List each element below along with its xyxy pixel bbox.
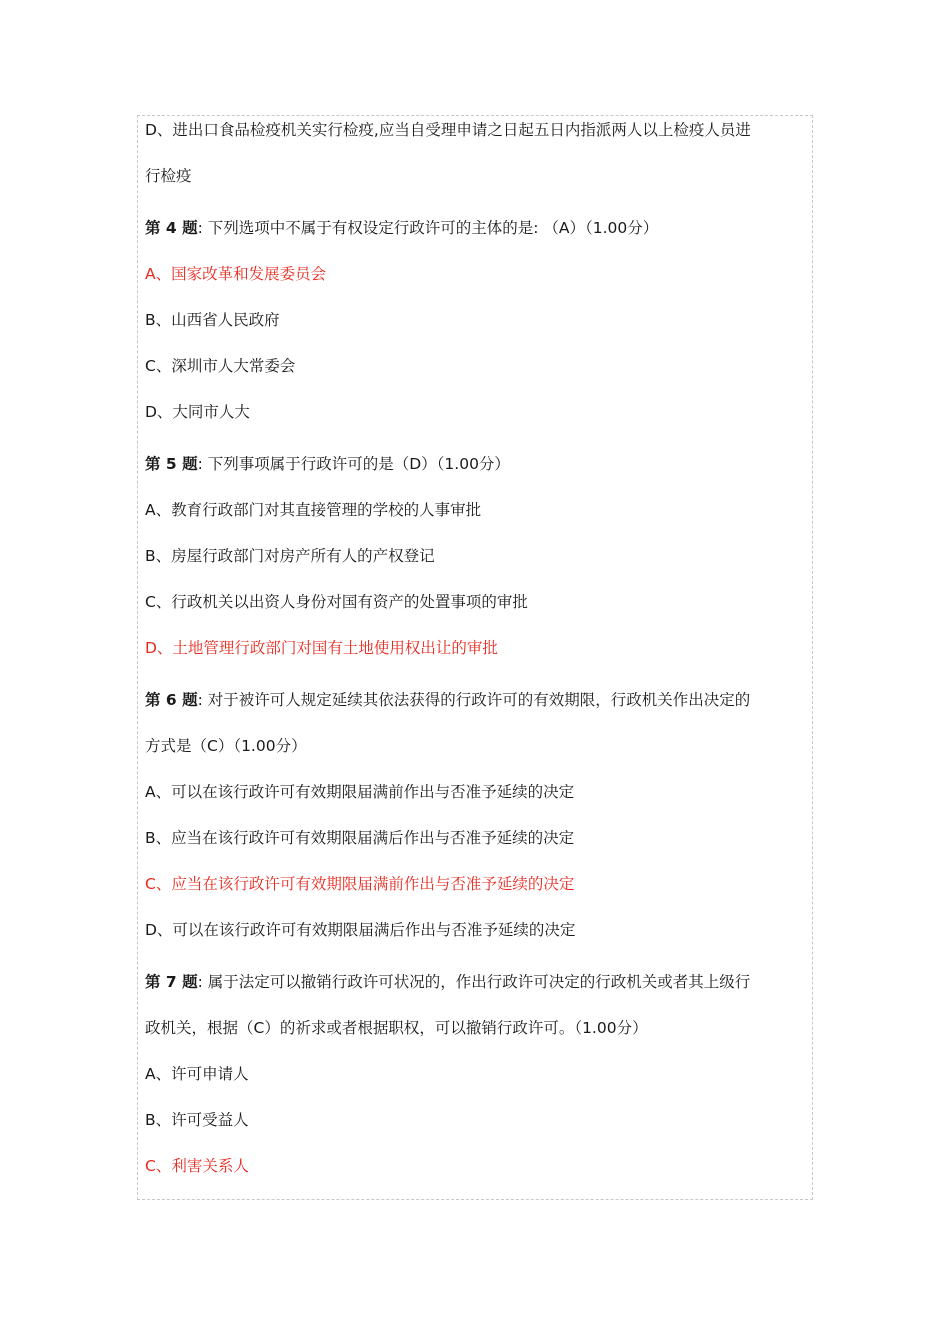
q4-question — [145, 213, 810, 259]
q7-option-c: C、利害关系人 — [145, 1157, 249, 1175]
q6-option-b: B、应当在该行政许可有效期限届满后作出与否准予延续的决定 — [145, 829, 575, 847]
q5-option-d: D、土地管理行政部门对国有土地使用权出让的审批 — [145, 639, 498, 657]
q6-question-line2: 方式是（C）（1.00分） — [145, 737, 307, 755]
q7-text1: : 属于法定可以撤销行政许可状况的，作出行政许可决定的行政机关或者其上级行 — [197, 973, 751, 991]
q7-option-a: A、许可申请人 — [145, 1065, 249, 1083]
q4-option-b: B、山西省人民政府 — [145, 311, 280, 329]
q5-option-c: C、行政机关以出资人身份对国有资产的处置事项的审批 — [145, 593, 528, 611]
q6-option-d: D、可以在该行政许可有效期限届满后作出与否准予延续的决定 — [145, 921, 576, 939]
q3-option-d-line1: D、进出口食品检疫机关实行检疫,应当自受理申请之日起五日内指派两人以上检疫人员进 — [145, 121, 751, 139]
q5-question — [145, 449, 810, 495]
q6-text1: : 对于被许可人规定延续其依法获得的行政许可的有效期限，行政机关作出决定的 — [197, 691, 751, 709]
q5-text: : 下列事项属于行政许可的是（D）（1.00分） — [197, 455, 510, 473]
q6-label: 第 6 题 — [145, 691, 198, 709]
q7-question-line2: 政机关，根据（C）的祈求或者根据职权，可以撤销行政许可。（1.00分） — [145, 1019, 648, 1037]
q3-option-d-line2: 行检疫 — [145, 167, 192, 185]
q4-option-c: C、深圳市人大常委会 — [145, 357, 296, 375]
q7-label: 第 7 题 — [145, 973, 198, 991]
q7-option-b: B、许可受益人 — [145, 1111, 249, 1129]
q7-question-line1 — [145, 967, 810, 1013]
q5-label: 第 5 题 — [145, 455, 198, 473]
q4-text: : 下列选项中不属于有权设定行政许可的主体的是: （A）（1.00分） — [197, 219, 659, 237]
q5-option-a: A、教育行政部门对其直接管理的学校的人事审批 — [145, 501, 482, 519]
q4-option-a: A、国家改革和发展委员会 — [145, 265, 327, 283]
q6-option-c: C、应当在该行政许可有效期限届满前作出与否准予延续的决定 — [145, 875, 575, 893]
q4-label: 第 4 题 — [145, 219, 198, 237]
q6-question-line1 — [145, 685, 810, 731]
q5-option-b: B、房屋行政部门对房产所有人的产权登记 — [145, 547, 435, 565]
question-list — [145, 115, 810, 1197]
q6-option-a: A、可以在该行政许可有效期限届满前作出与否准予延续的决定 — [145, 783, 575, 801]
q4-option-d: D、大同市人大 — [145, 403, 250, 421]
